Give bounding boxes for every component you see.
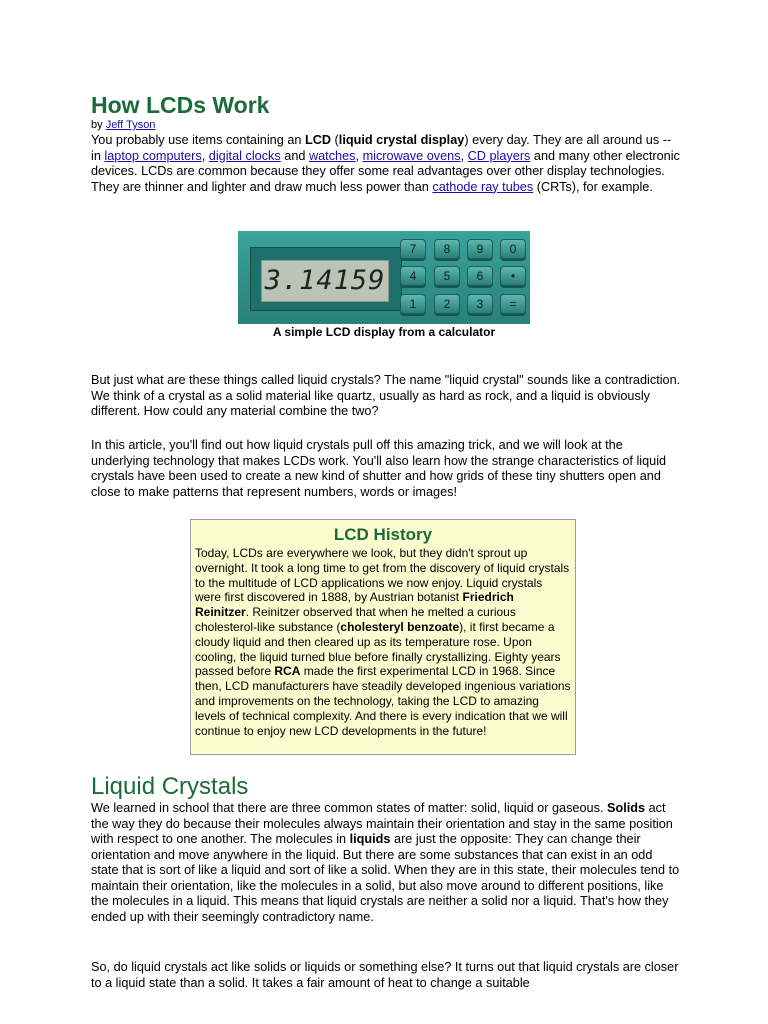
calculator-key: = bbox=[500, 294, 526, 314]
intro-text: (CRTs), for example. bbox=[533, 179, 653, 194]
calculator-key: 0 bbox=[500, 239, 526, 259]
calculator-key: 6 bbox=[467, 266, 493, 286]
intro-text: ( bbox=[331, 133, 339, 147]
lcd-history-sidebar bbox=[190, 519, 576, 755]
intro-text: and bbox=[280, 148, 309, 163]
calculator-key: 3 bbox=[467, 294, 493, 314]
sidebar-bold-reinitzer: Friedrich Reinitzer bbox=[195, 590, 514, 620]
article-title: How LCDs Work bbox=[91, 92, 270, 118]
sidebar-text: ), it first became a cloudy liquid and then cleared up as its temperature rose. Upon cooling, the liquid turned blue before finally crystallizing. Eighty years passed before bbox=[195, 619, 561, 679]
intro-paragraph bbox=[91, 133, 681, 195]
link-cathode-ray-tubes[interactable]: cathode ray tubes bbox=[432, 179, 534, 194]
states-of-matter-paragraph bbox=[91, 801, 681, 925]
sidebar-bold-cholesteryl-benzoate: cholesteryl benzoate bbox=[340, 619, 460, 634]
intro-text: , bbox=[201, 148, 209, 163]
section-text: We learned in school that there are three common states of matter: solid, liquid or gaseous. bbox=[91, 801, 607, 815]
intro-text: ) every day. They are all around us -- in bbox=[91, 133, 672, 163]
section-text: act the way they do because their molecules always maintain their orientation and stay in the same position with respect to one another. The molecules in bbox=[91, 801, 673, 846]
section-title-liquid-crystals: Liquid Crystals bbox=[91, 773, 249, 800]
calculator-key: 9 bbox=[467, 239, 493, 259]
calculator-key: 4 bbox=[400, 266, 426, 286]
calculator-screen-frame bbox=[250, 247, 402, 311]
calculator-lcd-display: 3.14159 bbox=[261, 260, 389, 302]
calculator-key: 7 bbox=[400, 239, 426, 259]
intro-text: , bbox=[355, 148, 363, 163]
author-link[interactable]: Jeff Tyson bbox=[105, 119, 156, 131]
link-cd-players[interactable]: CD players bbox=[467, 148, 531, 163]
link-watches[interactable]: watches bbox=[308, 148, 356, 163]
intro-bold-lcd: LCD bbox=[304, 133, 332, 147]
intro-text: You probably use items containing an bbox=[91, 133, 305, 147]
calculator-key: 2 bbox=[434, 294, 460, 314]
calculator-key: 1 bbox=[400, 294, 426, 314]
article-overview-paragraph: In this article, you'll find out how liquid crystals pull off this amazing trick, and we will look at the underlying technology that makes LCDs work. You'll also learn how the strange characteristics of liquid crystals have been used to create a new kind of shutter and how grids of these tiny shutters open and close to make patterns that represent numbers, words or images! bbox=[91, 438, 667, 499]
solids-or-liquids-paragraph: So, do liquid crystals act like solids or liquids or something else? It turns out that liquid crystals are closer to a liquid state than a solid. It takes a fair amount of heat to change a suitable bbox=[91, 960, 679, 990]
byline-prefix: by bbox=[91, 119, 106, 131]
calculator-key: • bbox=[500, 266, 526, 286]
sidebar-text: Today, LCDs are everywhere we look, but they didn't sprout up overnight. It took a long time to get from the discovery of liquid crystals to the multitude of LCD applications we now enjoy. Liquid crystals were first discovered in 1888, by Austrian botanist bbox=[195, 546, 570, 605]
link-laptop-computers[interactable]: laptop computers bbox=[104, 148, 202, 163]
calculator-key: 8 bbox=[434, 239, 460, 259]
liquid-crystal-question-paragraph: But just what are these things called liquid crystals? The name "liquid crystal" sounds like a contradiction. We think of a crystal as a solid material like quartz, usually as hard as rock, and a liquid is obviously different. How could any material combine the two? bbox=[91, 373, 681, 418]
sidebar-title: LCD History bbox=[333, 525, 433, 544]
figure-caption: A simple LCD display from a calculator bbox=[272, 325, 496, 339]
sidebar-text: . Reinitzer observed that when he melted a curious cholesterol-like substance ( bbox=[195, 605, 516, 634]
link-microwave-ovens[interactable]: microwave ovens bbox=[362, 148, 461, 163]
sidebar-body bbox=[195, 546, 571, 738]
section-text: are just the opposite: They can change their orientation and move anywhere in the liquid. But there are some substances that can exist in an odd state that is sort of like a liquid and sort of like a solid. When they are in this state, their molecules tend to maintain their orientation, like the molecules in a solid, but also move around to different positions, like the molecules in a liquid. This means that liquid crystals are neither a solid nor a liquid. That's how they ended up with their seemingly contradictory name. bbox=[91, 832, 680, 924]
bold-solids: Solids bbox=[607, 801, 646, 815]
bold-liquids: liquids bbox=[349, 832, 391, 846]
link-digital-clocks[interactable]: digital clocks bbox=[208, 148, 281, 163]
sidebar-text: made the first experimental LCD in 1968. Since then, LCD manufacturers have steadily developed ingenious variations and improvements on the technology, taking the LCD to amazing levels of technical complexity. And there is every indication that we will continue to enjoy new LCD developments in the future! bbox=[195, 664, 571, 738]
sidebar-bold-rca: RCA bbox=[274, 664, 301, 679]
calculator-figure bbox=[238, 231, 530, 339]
intro-bold-lcd-full: liquid crystal display bbox=[338, 133, 465, 147]
intro-text: , bbox=[460, 148, 468, 163]
byline bbox=[91, 118, 155, 132]
calculator-image bbox=[238, 231, 530, 324]
calculator-key: 5 bbox=[434, 266, 460, 286]
intro-text: and many other electronic devices. LCDs are common because they offer some real advantages over other display technologies. They are thinner and lighter and draw much less power than bbox=[91, 148, 680, 194]
